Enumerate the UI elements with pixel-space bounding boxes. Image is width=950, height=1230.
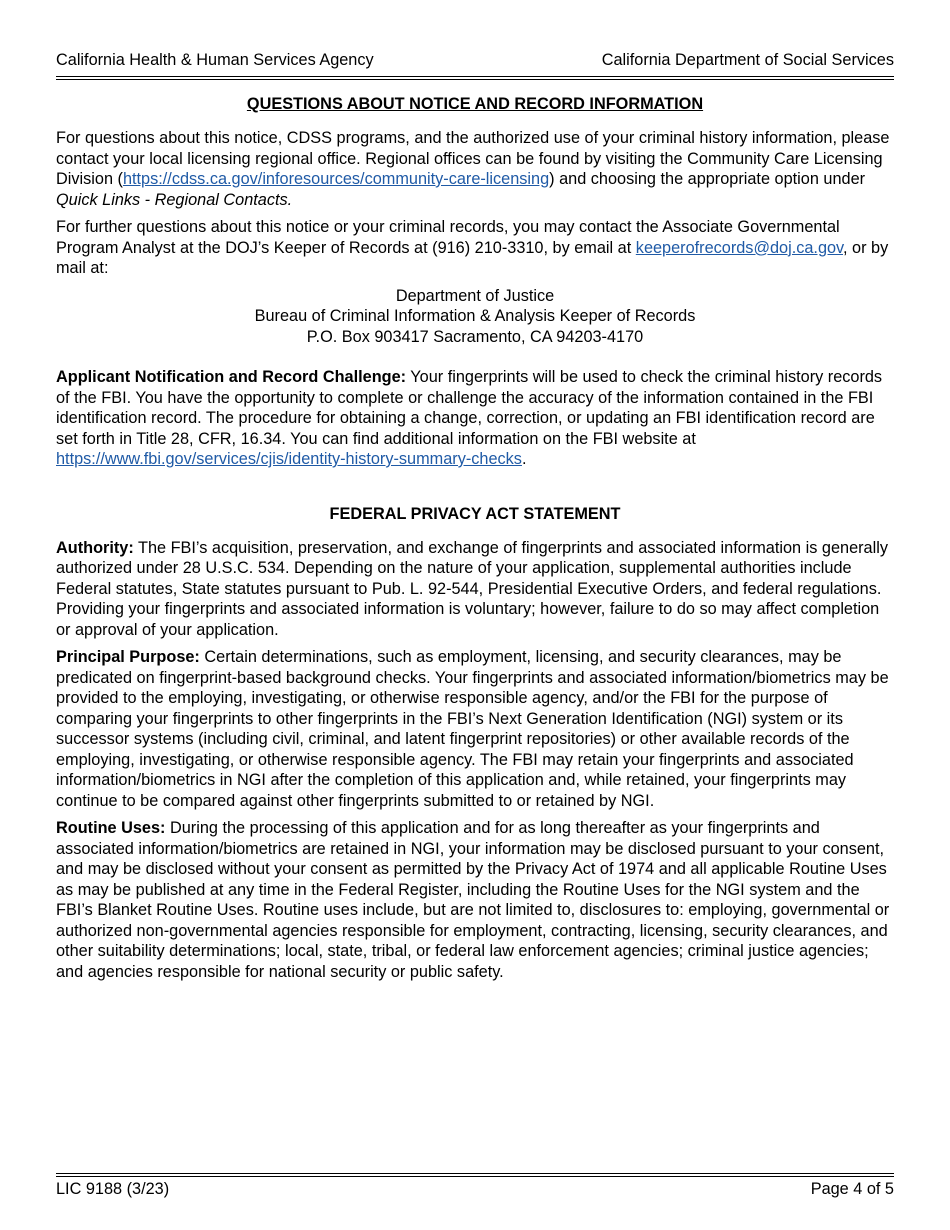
paragraph-routine-uses — [56, 818, 894, 982]
quick-links-text: Quick Links - Regional Contacts. — [56, 190, 293, 209]
principal-purpose-label: Principal Purpose: — [56, 648, 200, 666]
section-title-notice: QUESTIONS ABOUT NOTICE AND RECORD INFORMATION — [246, 95, 704, 113]
footer-double-rule — [56, 1173, 894, 1177]
form-id: LIC 9188 (3/23) — [56, 1180, 170, 1198]
text-span: Your fingerprints will be used to check the criminal history records of the FBI. You have the opportunity to complete or challenge the accuracy of the information contained in the FBI identification record. The procedure for obtaining a change, correction, or updating an FBI identification record are set forth in Title 28, CFR, 16.34. You can find additional information on the FBI website at — [56, 368, 883, 448]
text-span: Certain determinations, such as employment, licensing, and security clearances, may be predicated on fingerprint-based background checks. Your fingerprints and associated information/biometrics may be provided to the employing, investigating, or otherwise responsible agency, and/or the FBI for the purpose of comparing your fingerprints to other fingerprints in the FBI’s Next Generation Identification (NGI) system or its successor systems (including civil, criminal, and latent fingerprint repositories) or other available records of the employing, investigating, or otherwise responsible agency. The FBI may retain your fingerprints and associated information/biometrics in NGI after the completion of this application and, while retained, your fingerprints may continue to be compared against other fingerprints submitted to or retained by NGI. — [56, 648, 889, 810]
paragraph-record-challenge — [56, 367, 894, 470]
address-line: Department of Justice — [395, 286, 555, 305]
document-page — [56, 0, 894, 1230]
page-number: Page 4 of 5 — [810, 1180, 894, 1198]
record-challenge-label: Applicant Notification and Record Challenge: — [56, 368, 407, 386]
address-line: Bureau of Criminal Information & Analysis Keeper of Records — [254, 307, 696, 325]
text-span: , or by mail at: — [56, 238, 889, 277]
paragraph-regional-office — [56, 128, 894, 210]
page-header — [56, 51, 894, 70]
paragraph-keeper-of-records — [56, 217, 894, 279]
paragraph-authority — [56, 538, 894, 641]
address-line: P.O. Box 903417 Sacramento, CA 94203-4170 — [306, 327, 644, 346]
page-footer — [56, 1180, 894, 1199]
routine-uses-label: Routine Uses: — [56, 819, 166, 837]
text-span: . — [521, 450, 527, 468]
mailing-address — [56, 286, 894, 348]
section-title-privacy-act: FEDERAL PRIVACY ACT STATEMENT — [329, 504, 621, 523]
authority-label: Authority: — [56, 538, 134, 557]
header-department: California Department of Social Services — [601, 51, 894, 69]
header-double-rule — [56, 76, 894, 80]
keeper-email-link[interactable]: keeperofrecords@doj.ca.gov — [635, 238, 843, 257]
ccld-link[interactable]: https://cdss.ca.gov/inforesources/community-care-licensing — [122, 170, 550, 188]
text-span: The FBI’s acquisition, preservation, and exchange of fingerprints and associated information is generally authorized under 28 U.S.C. 534. Depending on the nature of your application, supplemental authorities include Federal statutes, State statutes pursuant to Pub. L. 92-544, Presidential Executive Orders, and federal regulations. Providing your fingerprints and associated information is voluntary; however, failure to do so may affect completion or approval of your application. — [56, 538, 888, 639]
text-span: For questions about this notice, CDSS programs, and the authorized use of your criminal history information, please contact your local licensing regional office. Regional offices can be found by visiting the Community Care Licensing Division ( — [56, 129, 890, 188]
text-span: ) and choosing the appropriate option under — [549, 170, 866, 188]
text-span: During the processing of this application and for as long thereafter as your fingerprints and associated information/biometrics are retained in NGI, your information may be disclosed pursuant to your consent, and may be disclosed without your consent as permitted by the Privacy Act of 1974 and all applicable Routine Uses as may be published at any time in the Federal Register, including the Routine Uses for the NGI system and the FBI’s Blanket Routine Uses. Routine uses include, but are not limited to, disclosures to: employing, governmental or authorized non-governmental agencies responsible for employment, contracting, licensing, security clearances, and other suitability determinations; local, state, tribal, or federal law enforcement agencies; criminal justice agencies; and agencies responsible for national security or public safety. — [56, 819, 890, 981]
page-content — [56, 94, 894, 982]
header-agency: California Health & Human Services Agency — [56, 51, 374, 69]
text-span: For further questions about this notice or your criminal records, you may contact the Associate Governmental Program Analyst at the DOJ’s Keeper of Records at (916) 210-3310, by email at — [56, 218, 840, 257]
fbi-link[interactable]: https://www.fbi.gov/services/cjis/identity-history-summary-checks — [56, 450, 522, 468]
paragraph-principal-purpose — [56, 647, 894, 811]
